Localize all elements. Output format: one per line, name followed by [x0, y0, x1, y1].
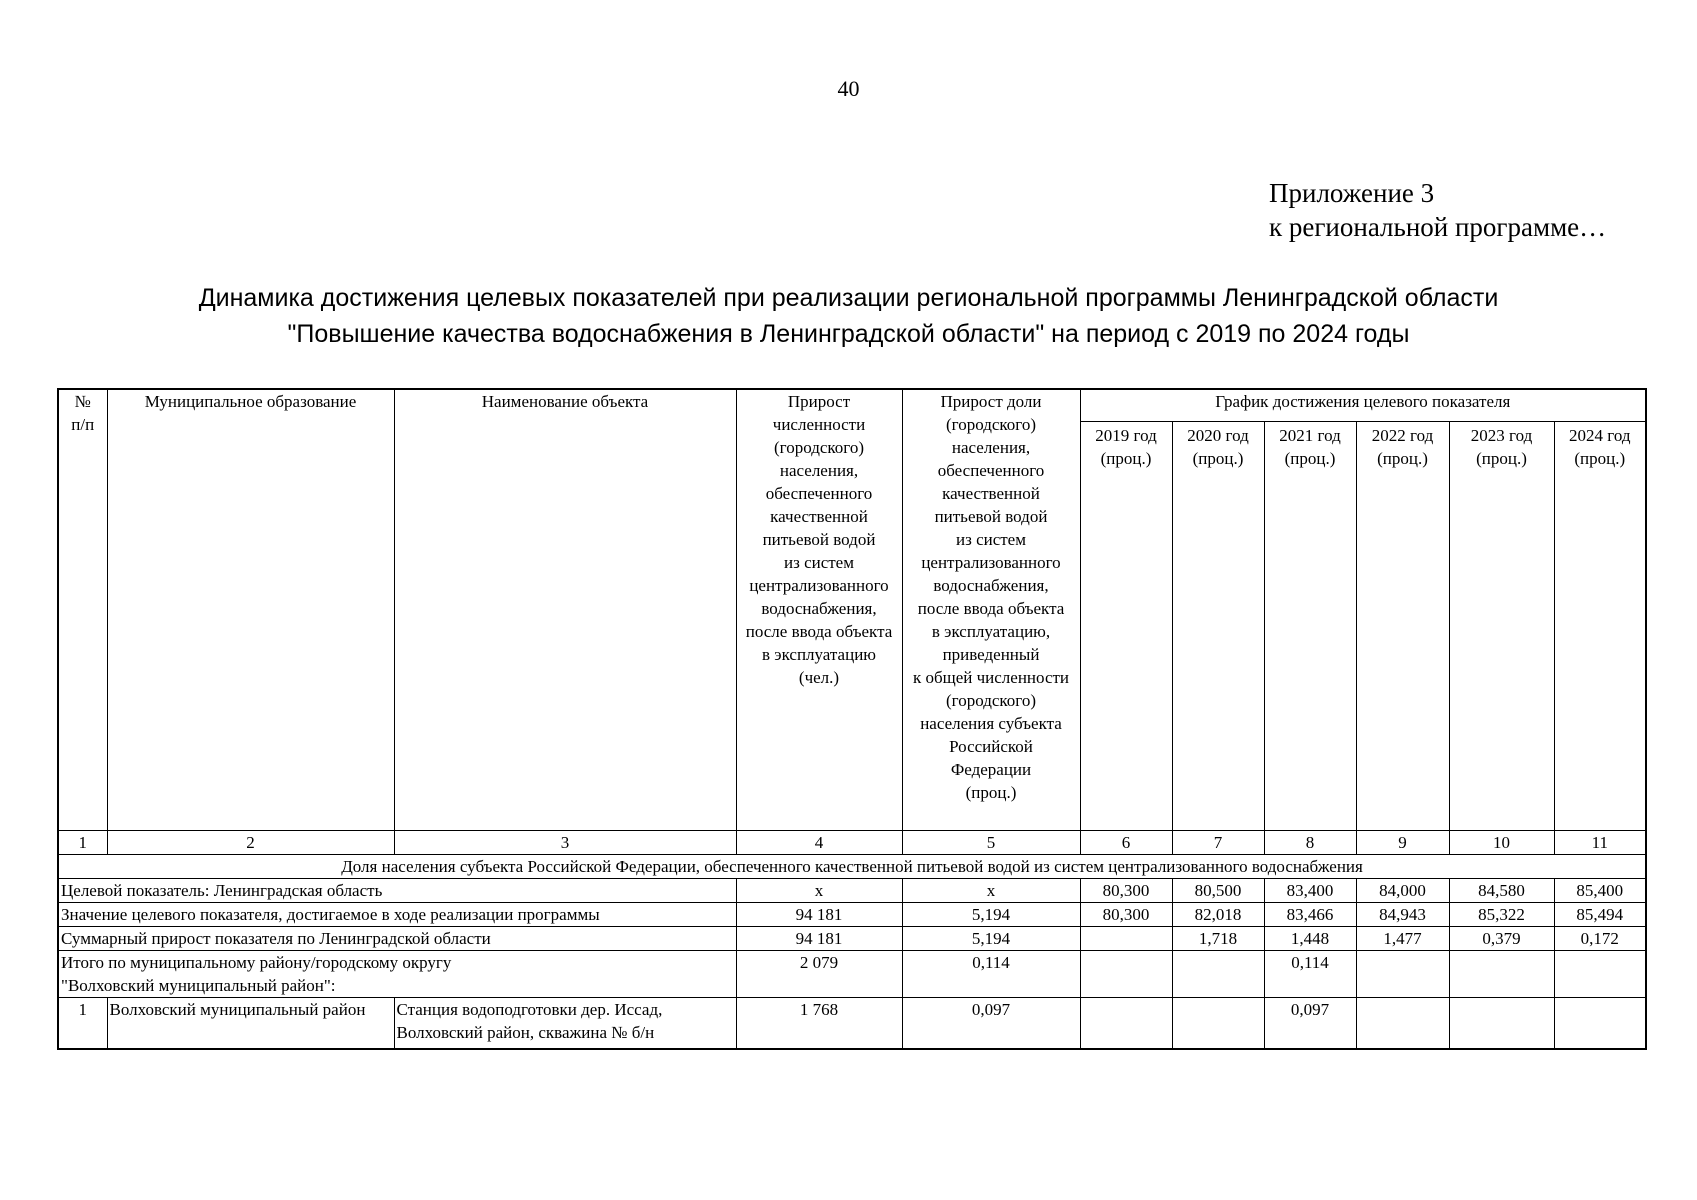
year-2020-cell: 80,500 — [1172, 879, 1264, 903]
col-number: 2 — [107, 831, 394, 855]
header-year-2023: 2023 год (проц.) — [1449, 422, 1554, 831]
summary-rows — [58, 879, 1646, 998]
appendix-note — [1269, 176, 1606, 244]
year-2024-cell — [1554, 998, 1646, 1050]
appendix-line-2: к региональной программе… — [1269, 212, 1607, 242]
object-name-cell: Станция водоподготовки дер. Иссад, Волховский район, скважина № б/н — [394, 998, 736, 1050]
col-number: 4 — [736, 831, 902, 855]
share-growth-cell: 0,114 — [902, 951, 1080, 998]
year-2022-cell — [1356, 951, 1449, 998]
page-number: 40 — [837, 76, 860, 101]
year-2023-cell: 85,322 — [1449, 903, 1554, 927]
header-year-2019: 2019 год (проц.) — [1080, 422, 1172, 831]
col-number: 5 — [902, 831, 1080, 855]
indicators-table — [57, 388, 1647, 1050]
population-growth-cell: 94 181 — [736, 927, 902, 951]
header-growth-population: Прирост численности (городского) населения, обеспеченного качественной питьевой водой из систем централизованного водоснабжения, после ввода объекта в эксплуатацию (чел.) — [736, 389, 902, 831]
column-numbers-row — [58, 831, 1646, 855]
table-row — [58, 927, 1646, 951]
year-2023-cell: 0,379 — [1449, 927, 1554, 951]
year-2024-cell: 0,172 — [1554, 927, 1646, 951]
document-title — [0, 280, 1697, 352]
year-2024-cell — [1554, 951, 1646, 998]
table-row — [58, 998, 1646, 1050]
year-2020-cell — [1172, 998, 1264, 1050]
year-2022-cell: 1,477 — [1356, 927, 1449, 951]
share-growth-cell: 5,194 — [902, 903, 1080, 927]
row-number-cell: 1 — [58, 998, 107, 1050]
population-growth-cell: x — [736, 879, 902, 903]
year-2024-cell: 85,494 — [1554, 903, 1646, 927]
share-growth-cell: 5,194 — [902, 927, 1080, 951]
year-2023-cell: 84,580 — [1449, 879, 1554, 903]
year-2019-cell: 80,300 — [1080, 879, 1172, 903]
row-label: Целевой показатель: Ленинградская область — [58, 879, 736, 903]
col-number: 6 — [1080, 831, 1172, 855]
header-year-2022: 2022 год (проц.) — [1356, 422, 1449, 831]
share-growth-cell: 0,097 — [902, 998, 1080, 1050]
section-title: Доля населения субъекта Российской Федерации, обеспеченного качественной питьевой водой из систем централизованного водоснабжения — [58, 855, 1646, 879]
population-growth-cell: 2 079 — [736, 951, 902, 998]
year-2023-cell — [1449, 951, 1554, 998]
detail-rows — [58, 998, 1646, 1050]
year-2021-cell: 83,466 — [1264, 903, 1356, 927]
share-growth-cell: x — [902, 879, 1080, 903]
year-2022-cell — [1356, 998, 1449, 1050]
year-2021-cell: 0,114 — [1264, 951, 1356, 998]
year-2020-cell — [1172, 951, 1264, 998]
year-2021-cell: 0,097 — [1264, 998, 1356, 1050]
col-number: 7 — [1172, 831, 1264, 855]
year-2021-cell: 83,400 — [1264, 879, 1356, 903]
row-label: Суммарный прирост показателя по Ленинградской области — [58, 927, 736, 951]
col-number: 3 — [394, 831, 736, 855]
year-2019-cell — [1080, 998, 1172, 1050]
year-2022-cell: 84,943 — [1356, 903, 1449, 927]
col-number: 11 — [1554, 831, 1646, 855]
row-label: Значение целевого показателя, достигаемое в ходе реализации программы — [58, 903, 736, 927]
appendix-line-1: Приложение 3 — [1269, 178, 1435, 208]
header-schedule: График достижения целевого показателя — [1080, 389, 1646, 422]
header-year-2024: 2024 год (проц.) — [1554, 422, 1646, 831]
year-2024-cell: 85,400 — [1554, 879, 1646, 903]
col-number: 10 — [1449, 831, 1554, 855]
section-title-row — [58, 855, 1646, 879]
population-growth-cell: 94 181 — [736, 903, 902, 927]
header-year-2021: 2021 год (проц.) — [1264, 422, 1356, 831]
title-line-1: Динамика достижения целевых показателей при реализации региональной программы Ленинградской области — [198, 284, 1499, 312]
header-num: № п/п — [58, 389, 107, 831]
table-row — [58, 951, 1646, 998]
col-number: 1 — [58, 831, 107, 855]
header-growth-share: Прирост доли (городского) населения, обеспеченного качественной питьевой водой из систем централизованного водоснабжения, после ввода объекта в эксплуатацию, приведенный к общей численности (городского) населения субъекта Российской Федерации (проц.) — [902, 389, 1080, 831]
year-2023-cell — [1449, 998, 1554, 1050]
header-object: Наименование объекта — [394, 389, 736, 831]
title-line-2: "Повышение качества водоснабжения в Ленинградской области" на период с 2019 по 2024 годы — [287, 320, 1410, 348]
table-row — [58, 903, 1646, 927]
year-2020-cell: 82,018 — [1172, 903, 1264, 927]
col-number: 9 — [1356, 831, 1449, 855]
header-municipality: Муниципальное образование — [107, 389, 394, 831]
year-2020-cell: 1,718 — [1172, 927, 1264, 951]
header-row-1 — [58, 389, 1646, 422]
year-2022-cell: 84,000 — [1356, 879, 1449, 903]
year-2021-cell: 1,448 — [1264, 927, 1356, 951]
col-number: 8 — [1264, 831, 1356, 855]
header-year-2020: 2020 год (проц.) — [1172, 422, 1264, 831]
year-2019-cell — [1080, 951, 1172, 998]
population-growth-cell: 1 768 — [736, 998, 902, 1050]
year-2019-cell — [1080, 927, 1172, 951]
row-label: Итого по муниципальному району/городскому округу "Волховский муниципальный район": — [58, 951, 736, 998]
municipality-cell: Волховский муниципальный район — [107, 998, 394, 1050]
table-row — [58, 879, 1646, 903]
year-2019-cell: 80,300 — [1080, 903, 1172, 927]
